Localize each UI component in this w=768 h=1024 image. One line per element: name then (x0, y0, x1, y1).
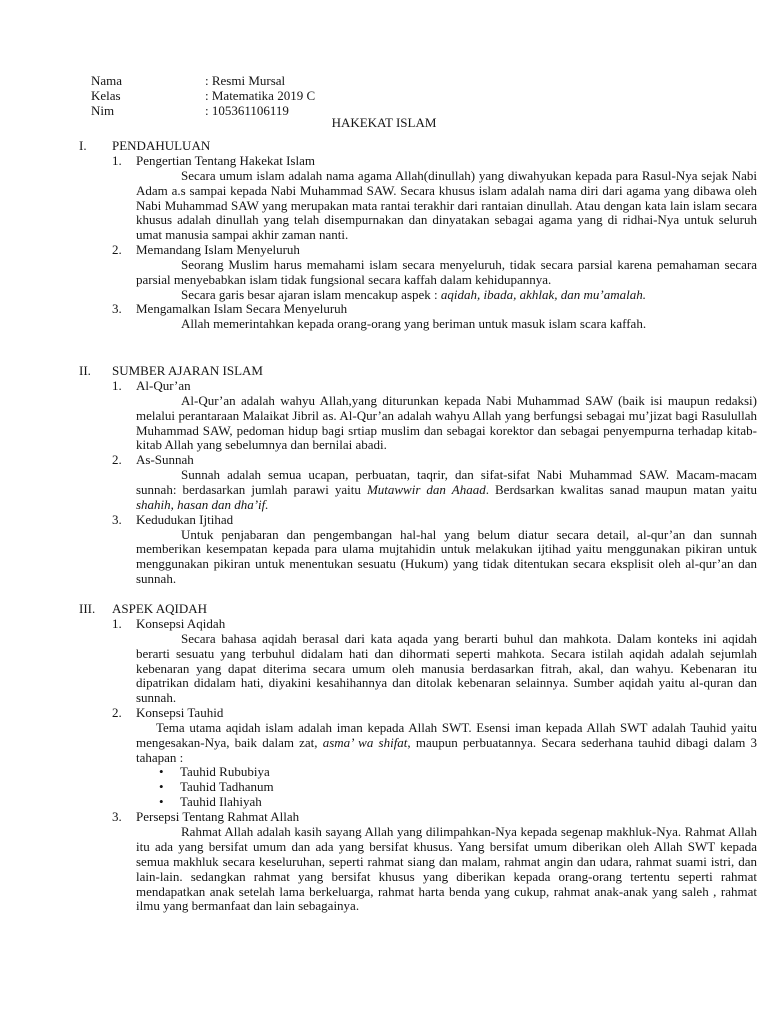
section-heading (79, 364, 679, 379)
subsection-heading (79, 379, 679, 394)
subsection-heading (79, 617, 679, 632)
italic-run: aqidah, ibada, akhlak, dan mu’amalah. (440, 286, 646, 302)
text-run: Sunnah adalah semua ucapan, perbuatan, taqrir, dan sifat-sifat Nabi Muhammad SAW. Macam-macam sunnah: berdasarkan jumlah parawi yaitu (136, 467, 757, 497)
subsection-number: 1. (112, 378, 122, 393)
subsection-title: Al-Qur’an (136, 378, 191, 393)
nim-label: Nim (91, 103, 115, 118)
subsection-number: 3. (112, 301, 122, 317)
subsection-heading (79, 513, 679, 528)
text-run: Tema utama aqidah islam adalah iman kepada Allah SWT. Esensi iman kepada Allah SWT adalah Tauhid yaitu mengesakan-Nya, baik dalam zat, (136, 719, 757, 750)
paragraph: Untuk penjabaran dan pengembangan hal-hal yang belum diatur secara detail, al-qur’an dan sunnah memberikan kesempatan kepada para ulama mujtahidin untuk melakukan ijtihad yaitu menggunakan pikiran untuk menggunakan pikiran untuk menentukan sesuatu (Hukum) yang tidak ditentukan secara eksplisit oleh al-qur’an dan sunnah. (136, 526, 757, 586)
paragraph: Seorang Muslim harus memahami islam secara menyeluruh, tidak secara parsial karena pemahaman secara parsial menyebabkan islam tidak fungsional secara kaffah dalam kehidupannya. (136, 256, 757, 287)
nama-value: : Resmi Mursal (205, 73, 286, 88)
paragraph: Allah memerintahkan kepada orang-orang yang beriman untuk masuk islam scara kaffah. (181, 316, 647, 332)
subsection-number: 3. (112, 809, 122, 825)
section-title: SUMBER AJARAN ISLAM (112, 363, 263, 378)
paragraph (136, 721, 757, 765)
subsection-heading (79, 243, 679, 258)
subsection-title: Persepsi Tentang Rahmat Allah (136, 809, 300, 825)
subsection-number: 2. (112, 241, 122, 257)
subsection-number: 2. (112, 704, 122, 720)
paragraph (136, 288, 757, 303)
subsection-title: As-Sunnah (136, 452, 194, 468)
subsection-mengamalkan (79, 302, 679, 332)
section-sumber-ajaran (79, 363, 757, 587)
list-item-text: Tauhid Rububiya (180, 764, 270, 780)
subsection-number: 1. (112, 616, 122, 631)
paragraph: Secara bahasa aqidah berasal dari kata aqada yang berarti buhul dan mahkota. Dalam konteks ini aqidah berarti sesuatu yang terbuhul didalam hati dan dihormati seperti mahkota. Secara istilah aqidah adalah sejumlah kebenaran yang dapat diterima secara umum oleh manusia berdasarkan fitrah, akal, dan wahyu. Kebenaran itu dipatrikan didalam hati, diyakini kesahihannya dan ditolak kebenaran selainnya. Sumber aqidah yaitu al-quran dan sunnah. (136, 631, 757, 706)
text-run: Secara garis besar ajaran islam mencakup aspek : (181, 286, 441, 302)
subsection-assunnah (79, 452, 757, 512)
paragraph (136, 468, 757, 512)
kelas-value: : Matematika 2019 C (205, 88, 316, 103)
subsection-pengertian (79, 153, 757, 243)
section-title: ASPEK AQIDAH (112, 601, 207, 616)
section-title: PENDAHULUAN (112, 138, 211, 153)
section-heading (79, 139, 679, 154)
section-number: III. (79, 601, 96, 616)
tauhid-list (159, 765, 679, 810)
subsection-konsepsi-aqidah (79, 616, 757, 706)
subsection-heading (79, 154, 679, 169)
italic-run: Mutawwir dan Ahaad (366, 481, 486, 497)
text-run: , maupun perbuatannya. Secara sederhana tauhid dibagi dalam 3 tahapan : (136, 734, 757, 765)
paragraph: Al-Qur’an adalah wahyu Allah,yang diturunkan kepada Nabi Muhammad SAW (baik isi maupun redaksi) melalui perantaraan Malaikat Jibril as. Al-Qur’an adalah wahyu Allah yang berfungsi sebagai mu’jizat bagi Rasulullah Muhammad SAW, pedoman hidup bagi srtiap muslim dan sebagai korektor dan sebagai penyempurna terhadap kitab-kitab Allah yang sebelumnya dan bernilai abadi. (136, 393, 757, 453)
subsection-title: Konsepsi Aqidah (136, 616, 226, 631)
nama-label: Nama (91, 73, 123, 88)
bullet-icon: • (159, 779, 164, 795)
subsection-heading (79, 706, 679, 721)
list-item (159, 795, 679, 810)
subsection-title: Memandang Islam Menyeluruh (136, 241, 300, 257)
subsection-heading (79, 453, 679, 468)
subsection-number: 2. (112, 452, 122, 468)
subsection-alquran (79, 378, 757, 453)
list-item-text: Tauhid Tadhanum (180, 779, 274, 795)
italic-run: asma’ wa shifat (322, 734, 408, 750)
nim-value: : 105361106119 (205, 103, 289, 118)
subsection-konsepsi-tauhid (79, 704, 757, 810)
section-pendahuluan (79, 138, 757, 332)
bullet-icon: • (159, 794, 164, 810)
text-run: . Berdsarkan kwalitas sanad maupun matan yaitu (485, 481, 757, 497)
info-row-nama (91, 74, 315, 89)
subsection-heading (79, 810, 679, 825)
kelas-label: Kelas (91, 88, 121, 103)
subsection-title: Konsepsi Tauhid (136, 704, 224, 720)
subsection-title: Pengertian Tentang Hakekat Islam (136, 153, 315, 168)
subsection-ijtihad (79, 511, 757, 587)
subsection-title: Mengamalkan Islam Secara Menyeluruh (136, 301, 348, 317)
subsection-number: 1. (112, 153, 122, 168)
list-item-text: Tauhid Ilahiyah (180, 794, 262, 810)
subsection-title: Kedudukan Ijtihad (136, 511, 234, 527)
subsection-memandang (79, 241, 757, 302)
subsection-rahmat-allah (79, 809, 757, 914)
list-item (159, 765, 679, 780)
section-heading (79, 602, 679, 617)
section-aspek-aqidah (79, 601, 757, 914)
section-number: II. (79, 363, 91, 378)
document-title: HAKEKAT ISLAM (331, 115, 437, 130)
info-row-kelas (91, 89, 315, 104)
list-item (159, 780, 679, 795)
bullet-icon: • (159, 764, 164, 780)
subsection-number: 3. (112, 511, 122, 527)
paragraph: Rahmat Allah adalah kasih sayang Allah yang dilimpahkan-Nya kepada segenap makhluk-Nya. Rahmat Allah itu ada yang bersifat umum dan ada yang bersifat khusus. Yang bersifat umum diberikan oleh Allah SWT kepada semua makhluk secara keseluruhan, seperti rahmat siang dan malam, rahmat angin dan udara, rahmat suami istri, dan lain-lain. sedangkan rahmat yang bersifat khusus yang diberikan kepada orang-orang tertentu seperti rahmat mendapatkan anak setelah lama berkeluarga, rahmat harta benda yang cukup, rahmat anak-anak yang saleh , rahmat ilmu yang bermanfaat dan lain sebagainya. (136, 824, 757, 914)
paragraph: Secara umum islam adalah nama agama Allah(dinullah) yang diwahyukan kepada para Rasul-Nya sejak Nabi Adam a.s sampai kepada Nabi Muhammad SAW. Secara khusus islam adalah nama diri dari agama yang dibawa oleh Nabi Muhammad SAW yang merupakan mata rantai terakhir dari rantaian dinullah. Atau dengan kata lain islam secara khusus adalah dinullah yang telah disempurnakan dan dinyatakan sebagai agama yang di ridhai-Nya untuk seluruh umat manusia sampai akhir zaman nanti. (136, 168, 757, 243)
section-number: I. (79, 138, 87, 153)
student-info (91, 74, 315, 119)
italic-run: shahih, hasan dan dha’if. (136, 496, 269, 512)
subsection-heading (79, 302, 679, 317)
